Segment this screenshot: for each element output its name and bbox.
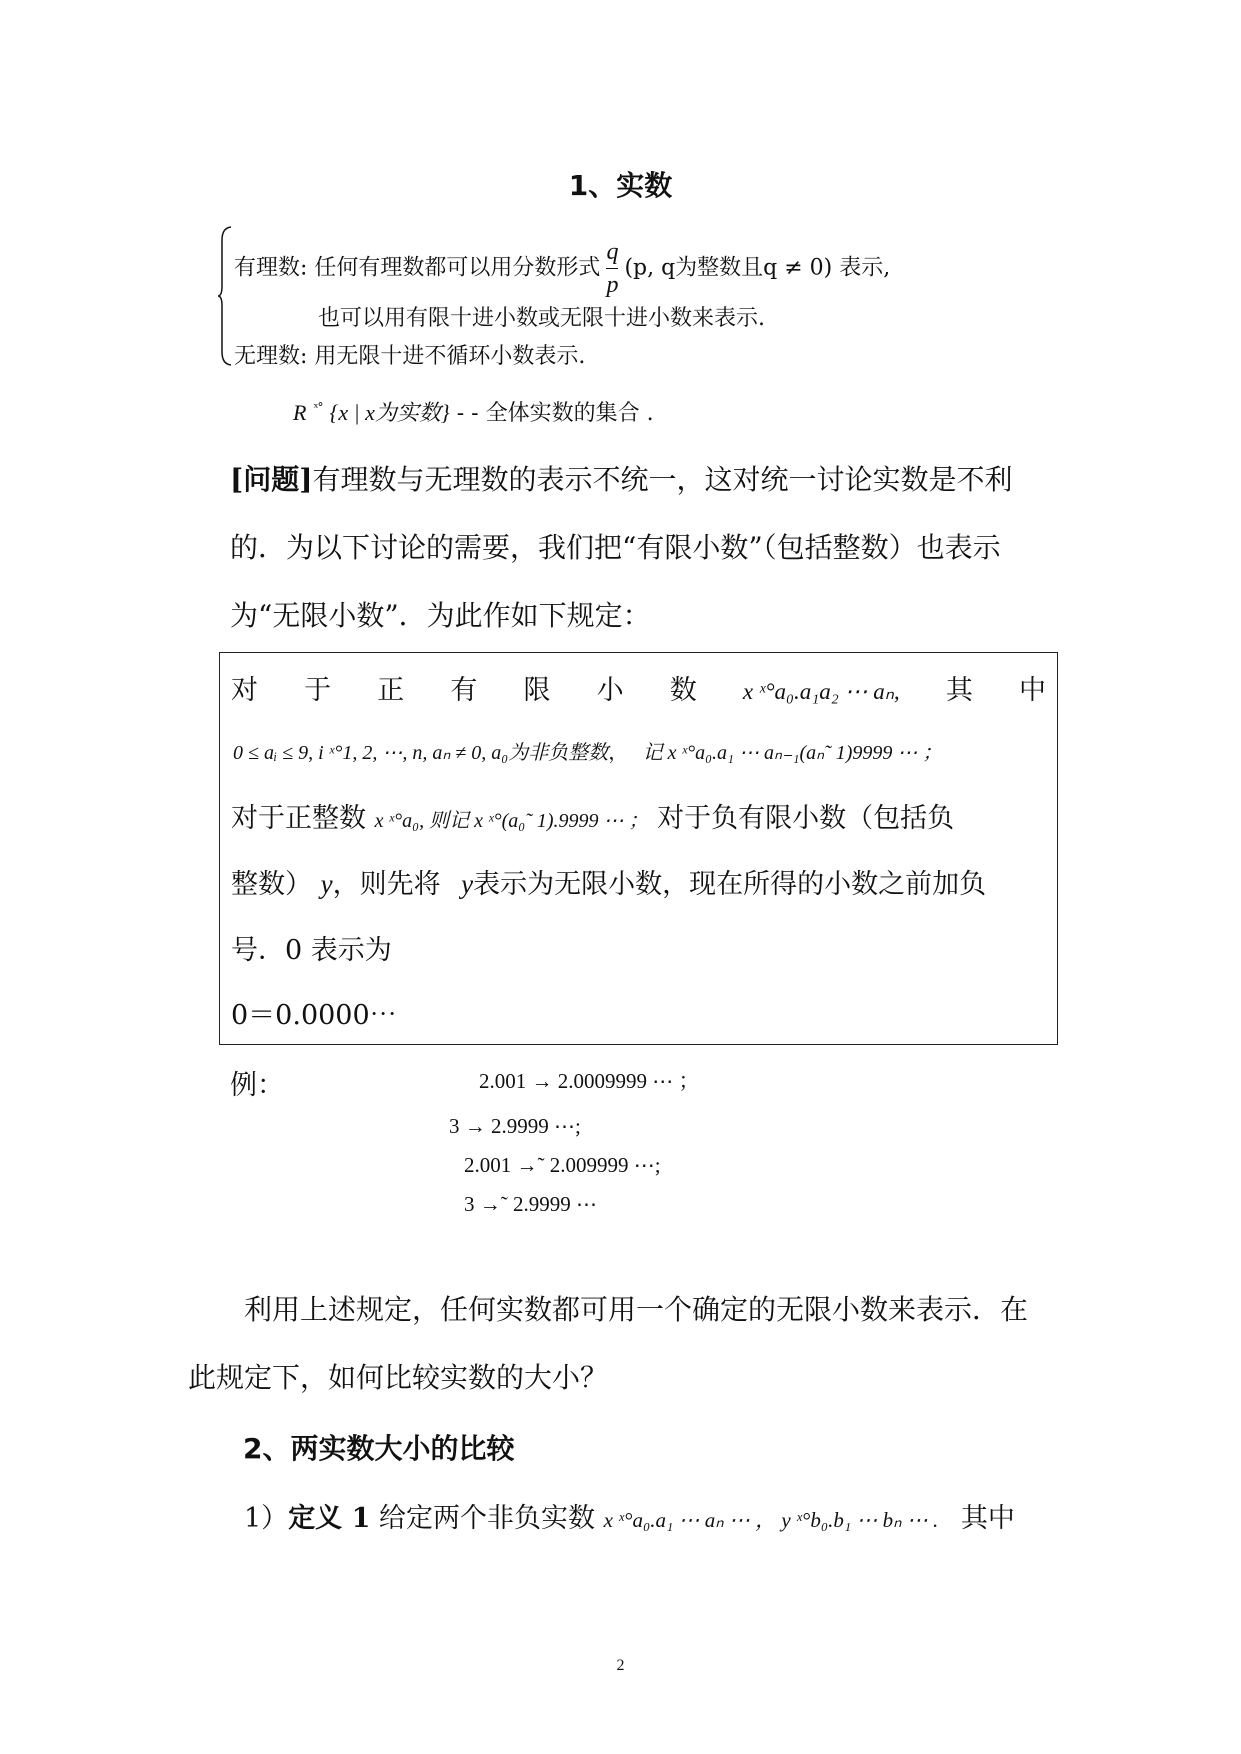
set-symbol: R [293,400,307,425]
box-word: 其 [945,675,973,706]
box-word: 有 [450,675,478,706]
box-text: 整数） [231,869,312,900]
page-number: 2 [616,1657,625,1674]
box-text: 对于正整数 [231,803,366,834]
rational-line [234,240,890,297]
problem-text-1: 有理数与无理数的表示不统一，这对统一讨论实数是不利 [312,463,1013,496]
set-description: - - 全体实数的集合 . [456,401,654,426]
example-2: 3 → 2.9999 ⋯; [449,1114,581,1138]
rational-text-b: (p, q为整数且q ≠ 0) 表示, [624,255,891,281]
box-math-int: x ˣ°a₀, 则记 x ˣ°(a₀˜ 1).9999 ⋯ ； [374,810,649,832]
def-tail: 其中 [960,1503,1015,1534]
box-text: 对于负有限小数（包括负 [657,803,955,834]
problem-tag: [问题] [230,463,313,496]
section-title: 1、实数 [568,169,673,202]
box-word: 正 [377,675,405,706]
set-builder: {x | x为实数} [329,400,450,425]
box-math-x: x ˣ°a₀.a₁a₂ ⋯ aₙ, [742,679,900,704]
conclusion-line-1: 利用上述规定，任何实数都可用一个确定的无限小数来表示．在 [244,1293,1029,1326]
irrational-label: 无理数: [234,344,308,369]
problem-line-3: 为“无限小数”．为此作如下规定： [230,599,651,632]
problem-line-1 [230,446,1013,514]
irrational-line [234,339,585,370]
box-word: 小 [596,675,624,706]
box-text: 表示为无限小数，现在所得的小数之前加负 [473,869,987,900]
box-word: 数 [669,675,697,706]
definition-1-line [244,1496,1015,1535]
fraction-q-over-p [606,240,618,297]
box-comma: ， [608,740,629,764]
conclusion-line-2: 此规定下，如何比较实数的大小？ [188,1361,609,1394]
box-line-5: 号．0 表示为 [231,935,392,966]
box-math-y: y [320,869,333,899]
def-text: 给定两个非负实数 [378,1503,595,1534]
fraction-numerator: q [606,240,618,269]
garbled-glyph: ˣ° [313,400,323,415]
box-line-4 [231,862,986,901]
box-math-notation: 记 x ˣ°a₀.a₁ ⋯ aₙ₋₁(aₙ˜ 1)9999 ⋯ ； [642,742,943,764]
definition-box [219,652,1058,1045]
def-prefix: 1） [244,1503,289,1534]
example-1: 2.001 → 2.0009999 ⋯ ； [479,1069,700,1093]
box-math-y: y [461,869,474,899]
box-line-2 [233,736,942,765]
box-text: ，则先将 [332,869,441,900]
fraction-denominator: p [606,272,619,298]
box-word: 中 [1018,675,1046,706]
box-line-6: 0＝0.0000⋯ [231,1000,397,1031]
examples-label: 例： [230,1070,284,1101]
box-word: 对 [231,675,258,706]
rational-label: 有理数: [234,255,308,281]
problem-line-2: 的．为以下讨论的需要，我们把“有限小数”（包括整数）也表示 [230,531,1001,564]
def-math: x ˣ°a₀.a₁ ⋯ aₙ ⋯ ， y ˣ°b₀.b₁ ⋯ bₙ ⋯ . [603,1508,939,1532]
def-label: 定义 1 [288,1503,371,1534]
box-word: 于 [304,675,332,706]
rational-line-2: 也可以用有限十进小数或无限十进小数来表示. [318,306,765,331]
box-math-range: 0 ≤ aᵢ ≤ 9, i ˣ°1, 2, ⋯, n, aₙ ≠ 0, a₀为非负整数 [233,742,609,764]
box-line-3 [231,796,954,835]
real-set-definition [293,396,654,427]
example-3: 2.001 →˜ 2.009999 ⋯; [464,1153,661,1177]
rational-text-a: 任何有理数都可以用分数形式 [314,255,601,281]
left-brace-icon [218,226,232,366]
box-line-1 [231,668,1046,707]
irrational-text: 用无限十进不循环小数表示. [314,344,586,369]
section-2-heading: 2、两实数大小的比较 [243,1432,515,1465]
example-4: 3 →˜ 2.9999 ⋯ [464,1192,597,1216]
box-word: 限 [523,675,551,706]
